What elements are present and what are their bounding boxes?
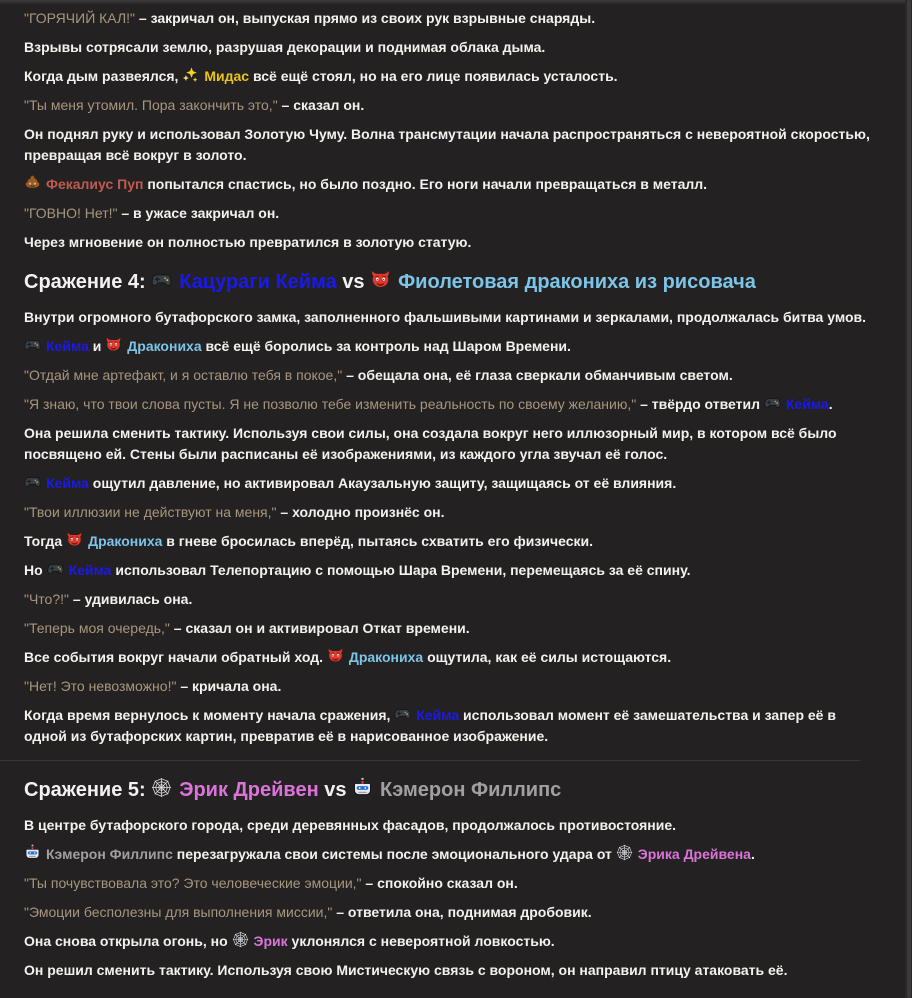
narration-text: использовал момент её замешательства и запер её в одной из бутафорских картин, превратив её в нарисованное изображение. bbox=[24, 707, 836, 744]
window-top-edge bbox=[0, 0, 912, 5]
narration-text: – твёрдо ответил bbox=[636, 396, 764, 412]
narration-text: и bbox=[88, 338, 106, 354]
story-paragraph bbox=[24, 307, 872, 328]
narration-text: – кричала она. bbox=[176, 678, 282, 694]
narration-text: В центре бутафорского города, среди деревянных фасадов, продолжалось противостояние. bbox=[24, 817, 677, 833]
narration-text: Он поднял руку и использовал Золотую Чуму. Волна трансмутации начала распространяться с невероятной скоростью, превращая всё вокруг в золото. bbox=[24, 126, 870, 163]
character-name: Дракониха bbox=[88, 533, 163, 549]
dialogue-quote: "Ты меня утомил. Пора закончить это," bbox=[24, 97, 278, 113]
story-paragraph bbox=[24, 365, 872, 386]
story-paragraph bbox=[24, 502, 872, 523]
dialogue-quote: "ГОВНО! Нет!" bbox=[24, 205, 118, 221]
character-name: Дракониха bbox=[348, 649, 424, 665]
narration-text: – спокойно сказал он. bbox=[361, 875, 518, 891]
robot-icon bbox=[24, 844, 41, 861]
narration-text: Взрывы сотрясали землю, разрушая декорации и поднимая облака дыма. bbox=[24, 39, 546, 55]
narration-text: Он решил сменить тактику. Используя свою Мистическую связь с вороном, он направил птицу атаковать её. bbox=[24, 962, 788, 978]
story-paragraph bbox=[24, 560, 872, 581]
narration-text: Когда время вернулось к моменту начала сражения, bbox=[24, 707, 395, 723]
story-paragraph bbox=[24, 531, 872, 552]
character-name: Кейма bbox=[68, 562, 112, 578]
narration-text: – сказал он. bbox=[277, 97, 365, 113]
story-paragraph bbox=[24, 423, 872, 465]
poop-icon bbox=[24, 174, 41, 191]
character-name: Кейма bbox=[46, 338, 89, 354]
narration-text: . bbox=[828, 396, 833, 412]
story-paragraph bbox=[24, 203, 872, 224]
game-controller-icon bbox=[151, 269, 172, 290]
narration-text: Тогда bbox=[24, 533, 67, 549]
narration-text: vs bbox=[318, 779, 353, 801]
character-name: Кэмерон Филлипс bbox=[46, 846, 173, 862]
narration-text: Через мгновение он полностью превратился в золотую статую. bbox=[24, 234, 472, 250]
game-controller-icon bbox=[24, 473, 41, 490]
dialogue-quote: "Ты почувствовала это? Это человеческие эмоции," bbox=[24, 875, 362, 891]
character-name: Дракониха bbox=[127, 338, 202, 354]
narration-text: – сказал он и активировал Откат времени. bbox=[169, 620, 470, 636]
character-name: Эрик bbox=[253, 933, 288, 949]
character-name: Кейма bbox=[785, 396, 829, 412]
narration-text: vs bbox=[336, 271, 371, 293]
story-paragraph bbox=[24, 873, 872, 894]
narration-text: – закричал он, выпуская прямо из своих рук взрывные снаряды. bbox=[135, 10, 596, 26]
devil-face-icon bbox=[327, 647, 344, 664]
narration-text: – холодно произнёс он. bbox=[276, 504, 445, 520]
character-name: Кацураги Кейма bbox=[179, 271, 337, 293]
narration-text: всё ещё стоял, но на его лице появилась усталость. bbox=[249, 68, 618, 84]
character-name: Эрика Дрейвена bbox=[637, 846, 751, 862]
story-paragraph bbox=[24, 66, 872, 87]
spider-web-icon bbox=[616, 844, 633, 861]
devil-face-icon bbox=[105, 336, 122, 353]
narration-text: Она снова открыла огонь, но bbox=[24, 933, 232, 949]
story-paragraph bbox=[24, 95, 872, 116]
spider-web-icon bbox=[151, 777, 172, 798]
battle-heading bbox=[24, 269, 872, 296]
story-paragraph bbox=[24, 647, 872, 668]
story-paragraph bbox=[24, 394, 872, 415]
narration-text: в гневе бросилась вперёд, пытаясь схватить его физически. bbox=[162, 533, 593, 549]
scrollbar-thumb[interactable] bbox=[907, 0, 911, 998]
story-paragraph bbox=[24, 174, 872, 195]
story-content bbox=[0, 8, 912, 998]
dialogue-quote: "Эмоции бесполезны для выполнения миссии," bbox=[24, 904, 333, 920]
narration-text: – обещала она, её глаза сверкали обманчивым светом. bbox=[342, 367, 733, 383]
character-name: Кейма bbox=[416, 707, 460, 723]
narration-text: . bbox=[750, 846, 755, 862]
narration-text: Внутри огромного бутафорского замка, заполненного фальшивыми картинами и зеркалами, продолжалась битва умов. bbox=[24, 309, 867, 325]
narration-text: перезагружала свои системы после эмоционального удара от bbox=[172, 846, 616, 862]
character-name: Фекалиус Пуп bbox=[46, 176, 144, 192]
story-paragraph bbox=[24, 931, 872, 952]
story-paragraph bbox=[24, 37, 872, 58]
story-paragraph bbox=[24, 8, 872, 29]
story-paragraph bbox=[24, 124, 872, 166]
character-name: Кейма bbox=[46, 475, 89, 491]
devil-face-icon bbox=[66, 531, 83, 548]
story-paragraph bbox=[24, 815, 872, 836]
game-controller-icon bbox=[24, 336, 41, 353]
narration-text: Все события вокруг начали обратный ход. bbox=[24, 649, 327, 665]
battle-heading bbox=[24, 777, 872, 804]
narration-text: Она решила сменить тактику. Используя свои силы, она создала вокруг него иллюзорный мир, в котором всё было посвящено ей. Стены были расписаны её изображениями, из каждого угла звучал её голос. bbox=[24, 425, 837, 462]
story-paragraph bbox=[24, 676, 872, 697]
scrollbar-track[interactable] bbox=[905, 0, 912, 998]
narration-text: Но bbox=[24, 562, 47, 578]
devil-face-icon bbox=[370, 269, 391, 290]
story-paragraph bbox=[24, 473, 872, 494]
narration-text: – ответила она, поднимая дробовик. bbox=[332, 904, 592, 920]
character-name: Фиолетовая дракониха из рисовача bbox=[398, 271, 756, 293]
story-paragraph bbox=[24, 902, 872, 923]
dialogue-quote: "Что?!" bbox=[24, 591, 69, 607]
story-paragraph bbox=[24, 589, 872, 610]
dialogue-quote: "Отдай мне артефакт, и я оставлю тебя в покое," bbox=[24, 367, 343, 383]
dialogue-quote: "Нет! Это невозможно!" bbox=[24, 678, 177, 694]
dialogue-quote: "ГОРЯЧИЙ КАЛ!" bbox=[24, 10, 135, 26]
dialogue-quote: "Теперь моя очередь," bbox=[24, 620, 170, 636]
story-paragraph bbox=[24, 336, 872, 357]
narration-text: ощутила, как её силы истощаются. bbox=[423, 649, 672, 665]
story-paragraph bbox=[24, 960, 872, 981]
spider-web-icon bbox=[232, 931, 249, 948]
game-controller-icon bbox=[764, 394, 781, 411]
game-controller-icon bbox=[47, 560, 64, 577]
game-controller-icon bbox=[394, 705, 411, 722]
narration-text: ощутил давление, но активировал Акаузальную защиту, защищаясь от её влияния. bbox=[88, 475, 677, 491]
story-paragraph bbox=[24, 844, 872, 865]
narration-text: попытался спастись, но было поздно. Его ноги начали превращаться в металл. bbox=[143, 176, 708, 192]
story-paragraph bbox=[24, 705, 872, 747]
character-name: Эрик Дрейвен bbox=[179, 779, 319, 801]
narration-text: всё ещё боролись за контроль над Шаром Времени. bbox=[201, 338, 571, 354]
narration-text: Сражение 5: bbox=[24, 779, 152, 801]
narration-text: – удивилась она. bbox=[69, 591, 193, 607]
character-name: Мидас bbox=[204, 68, 250, 84]
narration-text: – в ужасе закричал он. bbox=[117, 205, 280, 221]
sparkles-icon bbox=[182, 66, 199, 83]
narration-text: использовал Телепортацию с помощью Шара Времени, перемещаясь за её спину. bbox=[111, 562, 691, 578]
story-paragraph bbox=[24, 232, 872, 253]
narration-text: Когда дым развеялся, bbox=[24, 68, 183, 84]
narration-text: уклонялся с невероятной ловкостью. bbox=[287, 933, 555, 949]
robot-icon bbox=[352, 777, 373, 798]
dialogue-quote: "Твои иллюзии не действуют на меня," bbox=[24, 504, 277, 520]
narration-text: Сражение 4: bbox=[24, 271, 152, 293]
character-name: Кэмерон Филлипс bbox=[380, 779, 562, 801]
section-divider bbox=[0, 760, 860, 761]
dialogue-quote: "Я знаю, что твои слова пусты. Я не позволю тебе изменить реальность по своему желанию," bbox=[24, 396, 637, 412]
story-paragraph bbox=[24, 618, 872, 639]
